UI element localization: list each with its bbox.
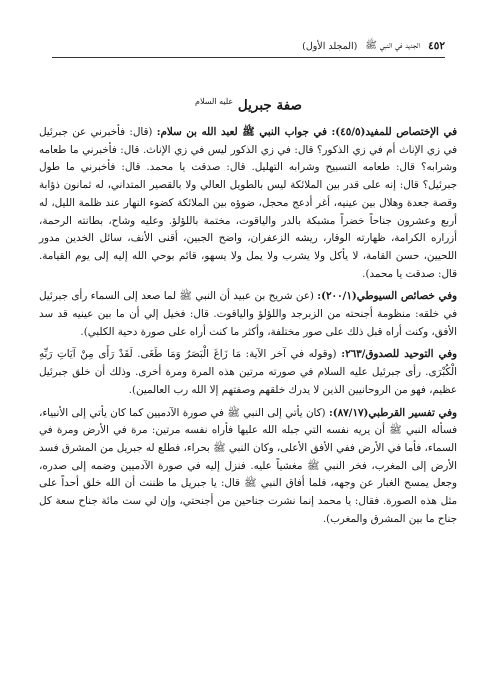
paragraph-source: وفي خصائص السيوطي(٢٠٠/١): xyxy=(317,290,457,303)
paragraph-tawhid xyxy=(39,346,457,399)
paragraph-text: (وقوله في آخر الآية: مَا زَاغَ الْبَصَرُ وَمَا طَغَى. لَقَدْ رَأَى مِنْ آيَاتِ رَبِّهِ الْكُبْرَى. رأى جبرئيل عليه السلام في صورته مرتين هذه المرة ومرة أخرى. وذلك أن خلق جبرئيل عظيم، فهو من الروحانيين الذين لا يدرك خلقهم وصفتهم إلا الله رب العالمين). xyxy=(39,348,457,396)
section-heading xyxy=(0,97,497,114)
paragraph-source: وفي التوحيد للصدوق/٢٦٣: xyxy=(341,348,458,361)
paragraph-suyuti xyxy=(39,288,457,341)
page-body xyxy=(39,124,457,528)
paragraph-text: (عن شريح بن عبيد أن النبي ﷺ لما صعد إلى السماء رأى جبرئيل في خلقه: منظومة أجنحته من الزبرجد واللؤلؤ والياقوت. قال: فخيل إلي أن ما بين عينيه قد سد الأفق، وكنت أراه قبل ذلك على صور مختلفة، وأكثر ما كنت أراه على صورة دحية الكلبي). xyxy=(39,290,457,338)
volume-label: (المجلد الأول) xyxy=(302,40,358,52)
paragraph-ikhtisas xyxy=(39,124,457,283)
paragraph-source: وفي تفسير القرطبي(٨٧/١٧): xyxy=(328,406,457,419)
book-title: الجديد في النبي ﷺ xyxy=(365,40,421,51)
paragraph-qurtubi xyxy=(39,405,457,529)
running-header xyxy=(52,37,445,55)
section-title-honorific: عليه السلام xyxy=(195,97,234,106)
paragraph-text: (كان يأتي إلى النبي ﷺ في صورة الآدميين كما كان يأتي إلى الأنبياء، فسأله النبي ﷺ أن يريه نفسه التي جبله الله عليها فأراه نفسه مرتين: مرة في الأرض ومرة في السماء، فأما في الأرض ففي الأفق الأعلى، وكان النبي ﷺ بحراء، فطلع له جبريل من المشرق فسد الأرض إلى المغرب، فخر النبي ﷺ مغشياً عليه. فنزل إليه في صورة الآدميين وضمه إلى صدره، وجعل يمسح الغبار عن وجهه، فلما أفاق النبي ﷺ قال: يا جبريل ما ظننت أن الله خلق أحداً على مثل هذه الصورة. فقال: يا محمد إنما نشرت جناحين من أجنحتي، وإن لي ست مائة جناح سعة كل جناح ما بين المشرق والمغرب). xyxy=(39,406,457,525)
paragraph-source: في الإختصاص للمفيد(٤٥/٥): في جواب النبي ﷺ لعبد الله بن سلام: xyxy=(156,126,458,138)
page-number: ٤٥٢ xyxy=(428,40,445,52)
paragraph-text: (قال: فأخبرني عن جبرئيل في زي الإناث أم في زي الذكور؟ قال: في زي الذكور ليس في زي الإناث. قال: فأخبرني ما طعامه وشرابه؟ قال: طعامه التسبيح وشرابه التهليل. قال: صدقت يا محمد. قال: فأخبرني ما طول جبرئيل؟ قال: إنه على قدر بين الملائكة ليس بالطويل العالي ولا بالقصير المتداني، له ثمانون ذؤابة وقصة جعدة وهلال بين عينيه، أغر أدعج محجل، ضوؤه بين الملائكة كضوء النهار عند ظلمة الليل، له أربع وعشرون جناحاً خضراً مشبكة بالدر والياقوت، مختمة باللؤلؤ. وعليه وشاح، بطانته الرحمة، أزراره الكرامة، ظهارته الوقار، ريشه الزعفران، واضح الجبين، أقنى الأنف، سائل الخدين مدور اللحيين، حسن القامة، لا يأكل ولا يشرب ولا يمل ولا يسهو، قائم بوحي الله إليه إلى يوم القيامة. قال: صدقت يا محمد). xyxy=(39,126,457,280)
header-rule xyxy=(52,57,445,58)
section-title: صفة جبريل xyxy=(237,97,302,114)
